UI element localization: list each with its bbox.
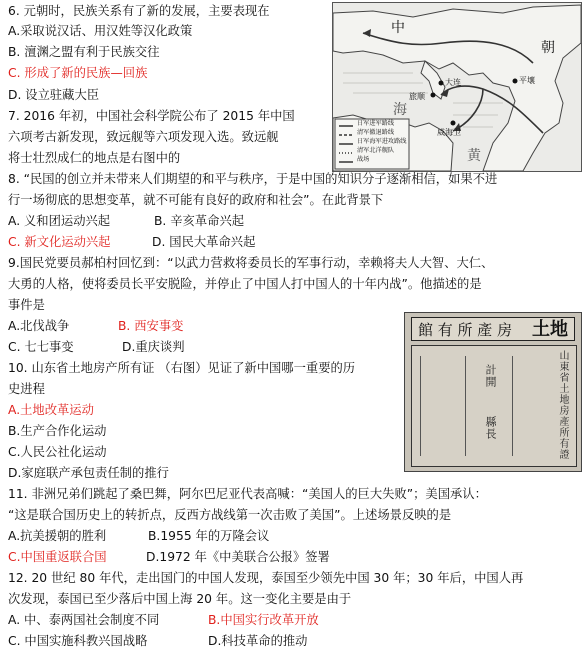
battle-map-figure bbox=[332, 2, 582, 172]
q9-line3: 事件是 bbox=[8, 298, 45, 312]
land-certificate-figure bbox=[404, 312, 582, 472]
q8-option-c-answer: C. 新文化运动兴起 bbox=[8, 235, 111, 249]
certificate-col-3: 縣長 bbox=[484, 416, 497, 440]
map-legend-item: 清军撤退路线 bbox=[357, 129, 395, 136]
q10-line1: 10. 山东省土地房产所有证 （右图）见证了新中国哪一重要的历 bbox=[8, 361, 356, 375]
map-label-sea: 海 bbox=[393, 102, 407, 118]
certificate-title-left: 館 有 所 產 房 bbox=[418, 321, 513, 339]
map-label-china: 中 bbox=[391, 20, 405, 36]
q11-line2: “这是联合国历史上的转折点，反西方战线第一次击败了美国”。上述场景反映的是 bbox=[8, 508, 452, 522]
q12-option-b-answer: B.中国实行改革开放 bbox=[208, 613, 319, 627]
q10-line2: 史进程 bbox=[8, 382, 45, 396]
certificate-col-2: 計開 bbox=[484, 364, 497, 388]
q11-option-a: A.抗美援朝的胜利 bbox=[8, 529, 107, 543]
q12-line1: 12. 20 世纪 80 年代，走出国门的中国人发现，泰国至少领先中国 30 年；30 年后，中国人再 bbox=[8, 571, 524, 585]
q10-option-d: D.家庭联产承包责任制的推行 bbox=[8, 466, 169, 480]
q6-option-d: D. 设立驻藏大臣 bbox=[8, 88, 100, 102]
q12-option-a: A. 中、泰两国社会制度不同 bbox=[8, 613, 160, 627]
q8-line1: 8. “民国的创立并未带来人们期望的和平与秩序，于是中国的知识分子逐渐相信，如果不进 bbox=[8, 172, 498, 186]
q12-option-c: C. 中国实施科教兴国战略 bbox=[8, 634, 148, 648]
q11-option-d: D.1972 年《中美联合公报》签署 bbox=[146, 550, 330, 564]
q8-option-a: A. 义和团运动兴起 bbox=[8, 214, 111, 228]
q6-option-a: A.采取说汉话、用汉姓等汉化政策 bbox=[8, 24, 193, 38]
map-label-dalian: 大连 bbox=[445, 78, 461, 87]
certificate-divider bbox=[512, 356, 543, 456]
q6-option-c-answer: C. 形成了新的民族—回族 bbox=[8, 66, 148, 80]
map-legend-item: 日军海军进攻路线 bbox=[357, 138, 407, 145]
q8-option-b: B. 辛亥革命兴起 bbox=[154, 214, 245, 228]
q8-line2: 行一场彻底的思想变革，就不可能有良好的政府和社会”。在此背景下 bbox=[8, 193, 384, 207]
map-legend bbox=[357, 119, 407, 164]
q9-option-c: C. 七七事变 bbox=[8, 340, 74, 354]
q6-option-b: B. 澶渊之盟有利于民族交往 bbox=[8, 45, 160, 59]
q11-option-b: B.1955 年的万隆会议 bbox=[148, 529, 270, 543]
certificate-col-1: 山東省土地房產所有證 bbox=[557, 350, 568, 460]
q6-stem: 6. 元朝时，民族关系有了新的发展，主要表现在 bbox=[8, 4, 270, 18]
certificate-title-right: 土地 bbox=[532, 319, 568, 340]
q9-line1: 9.国民党要员郝柏村回忆到：“以武力营救将委员长的军事行动，幸赖将夫人大智、大仁、 bbox=[8, 256, 494, 270]
map-label-lushun: 旅顺 bbox=[409, 92, 425, 101]
q11-option-c-answer: C.中国重返联合国 bbox=[8, 550, 107, 564]
q10-option-a-answer: A.土地改革运动 bbox=[8, 403, 94, 417]
map-legend-item: 战场 bbox=[357, 156, 370, 163]
q9-option-a: A.北伐战争 bbox=[8, 319, 70, 333]
q10-option-b: B.生产合作化运动 bbox=[8, 424, 107, 438]
certificate-table-lines bbox=[420, 356, 466, 456]
q9-option-b-answer: B. 西安事变 bbox=[118, 319, 184, 333]
q12-option-d: D.科技革命的推动 bbox=[208, 634, 308, 648]
map-legend-item: 日军进军路线 bbox=[357, 120, 395, 127]
q9-option-d: D.重庆谈判 bbox=[122, 340, 185, 354]
q7-line3: 将士壮烈成仁的地点是右图中的 bbox=[8, 151, 181, 165]
certificate-title bbox=[411, 317, 575, 341]
q9-line2: 大勇的人格，使将委员长平安脱险，并停止了中国人打中国人的十年内战”。他描述的是 bbox=[8, 277, 482, 291]
q7-line2: 六项考古新发现，致远舰等六项发现入选。致远舰 bbox=[8, 130, 279, 144]
map-label-weihaiwei: 威海卫 bbox=[437, 128, 461, 137]
q12-line2: 次发现，泰国已至少落后中国上海 20 年。这一变化主要是由于 bbox=[8, 592, 352, 606]
map-label-pingrang: 平壤 bbox=[519, 76, 535, 85]
q11-line1: 11. 非洲兄弟们跳起了桑巴舞，阿尔巴尼亚代表高喊：“美国人的巨大失败”；美国承认： bbox=[8, 487, 487, 501]
map-label-korea: 朝 bbox=[541, 40, 555, 56]
certificate-body bbox=[411, 345, 577, 467]
map-legend-item: 清军北洋舰队 bbox=[357, 147, 395, 154]
q8-option-d: D. 国民大革命兴起 bbox=[152, 235, 256, 249]
q7-line1: 7. 2016 年初，中国社会科学院公布了 2015 年中国 bbox=[8, 109, 295, 123]
q10-option-c: C.人民公社化运动 bbox=[8, 445, 107, 459]
map-label-yellow: 黄 bbox=[467, 148, 481, 164]
